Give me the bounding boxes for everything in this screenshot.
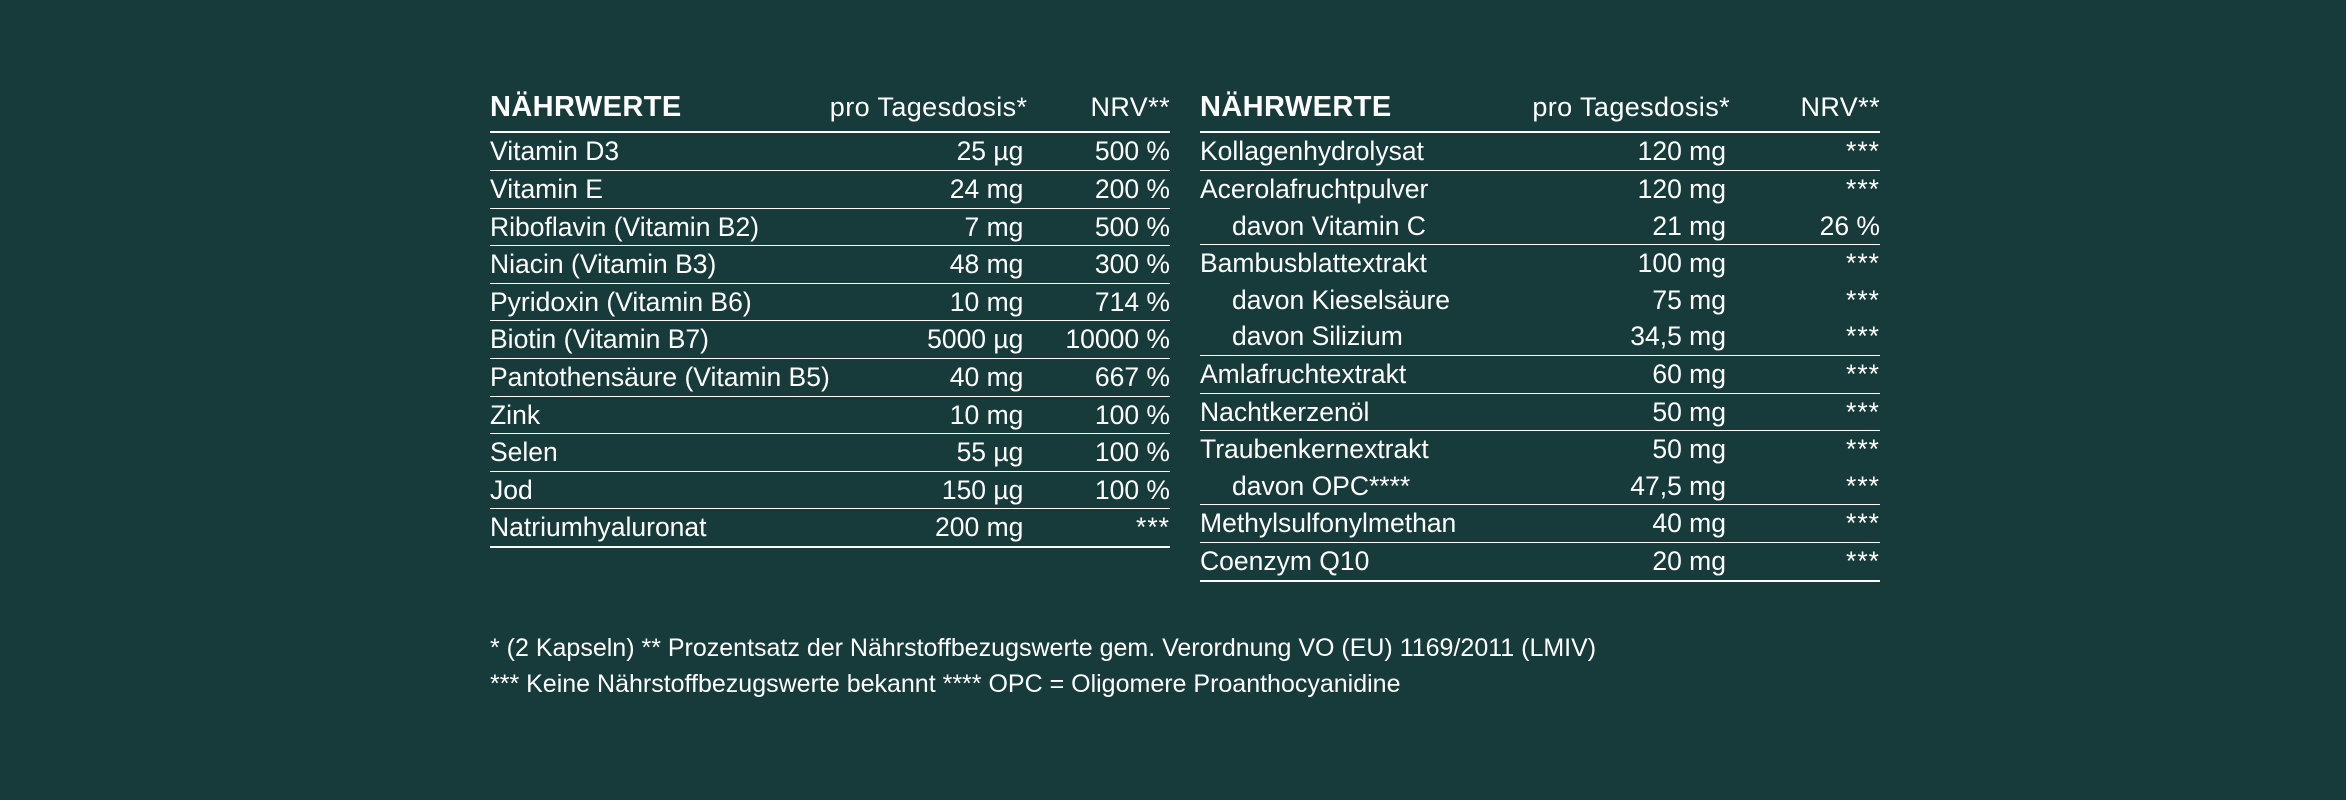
cell-daily-dose: 20 mg: [1499, 543, 1730, 581]
table-row: [1200, 431, 1880, 468]
cell-daily-dose: 47,5 mg: [1630, 470, 1726, 501]
cell-daily-dose: 40 mg: [830, 358, 1028, 396]
cell-nutrient-name: Natriumhyaluronat: [490, 509, 830, 547]
table-head-right: [1200, 92, 1880, 132]
cell-nutrient-name: Acerolafruchtpulver: [1200, 170, 1499, 207]
cell-nutrient-name: Niacin (Vitamin B3): [490, 246, 830, 284]
table-row: [1200, 245, 1880, 282]
cell-nutrient-name: Zink: [490, 396, 830, 434]
table-row: [490, 283, 1170, 321]
nutrition-tables: [490, 92, 1880, 582]
cell-nrv: 500 %: [1094, 136, 1170, 167]
table-row: [490, 471, 1170, 509]
table-row: [490, 321, 1170, 359]
cell-nrv: 300 %: [1027, 246, 1170, 284]
cell-nutrient-name: davon Vitamin C: [1232, 210, 1426, 241]
table-row: [490, 208, 1170, 246]
cell-daily-dose: 120 mg: [1637, 136, 1726, 167]
cell-daily-dose: 21 mg: [1652, 210, 1726, 241]
table-body-right: [1200, 132, 1880, 580]
footnotes: [490, 630, 1596, 703]
cell-nutrient-name: Jod: [490, 471, 830, 509]
table-header-row: [490, 92, 1170, 132]
cell-daily-dose: 5000 µg: [830, 321, 1028, 359]
cell-nutrient-name: Selen: [490, 434, 830, 472]
cell-daily-dose: 10 mg: [830, 396, 1028, 434]
cell-nutrient-name: Biotin (Vitamin B7): [490, 321, 830, 359]
header-nutrients: NÄHRWERTE: [1200, 92, 1499, 132]
nutrition-table-left: [490, 92, 1170, 582]
header-daily-dose: pro Tagesdosis*: [830, 92, 1028, 132]
table-row: [490, 396, 1170, 434]
table-row: [1200, 282, 1880, 319]
cell-nutrient-name: Pyridoxin (Vitamin B6): [490, 283, 830, 321]
cell-nutrient-name: Pantothensäure (Vitamin B5): [490, 358, 830, 396]
cell-daily-dose: 200 mg: [830, 509, 1028, 547]
cell-nutrient-name: Riboflavin (Vitamin B2): [490, 208, 830, 246]
cell-daily-dose: 24 mg: [830, 170, 1028, 208]
table-row: [1200, 505, 1880, 543]
header-nrv: NRV**: [1027, 92, 1170, 132]
table-row: [1200, 208, 1880, 245]
cell-nrv: ***: [1730, 393, 1880, 431]
nutrition-table-right-grid: [1200, 92, 1880, 582]
cell-nrv: ***: [1730, 431, 1880, 468]
table-row: [1200, 393, 1880, 431]
cell-daily-dose: 50 mg: [1499, 393, 1730, 431]
cell-nutrient-name: Nachtkerzenöl: [1200, 393, 1499, 431]
cell-nrv: 100 %: [1027, 434, 1170, 472]
table-body-left: [490, 132, 1170, 547]
cell-nutrient-name: Bambusblattextrakt: [1200, 245, 1499, 282]
cell-daily-dose: 120 mg: [1499, 170, 1730, 207]
cell-daily-dose: 40 mg: [1499, 505, 1730, 543]
cell-nutrient-name: davon Kieselsäure: [1232, 284, 1451, 315]
cell-nrv: 100 %: [1027, 471, 1170, 509]
cell-daily-dose: 48 mg: [830, 246, 1028, 284]
header-nrv: NRV**: [1730, 92, 1880, 132]
table-row: [490, 246, 1170, 284]
header-nutrients: NÄHRWERTE: [490, 92, 830, 132]
cell-nutrient-name: davon OPC****: [1232, 470, 1411, 501]
table-row: [490, 358, 1170, 396]
nutrition-table-right: [1200, 92, 1880, 582]
cell-nrv: 200 %: [1027, 170, 1170, 208]
cell-nutrient-name: Traubenkernextrakt: [1200, 431, 1499, 468]
cell-nrv: 714 %: [1027, 283, 1170, 321]
table-row: [1200, 318, 1880, 355]
cell-nrv: ***: [1730, 355, 1880, 393]
cell-nrv: 667 %: [1027, 358, 1170, 396]
footnote-line-2: *** Keine Nährstoffbezugswerte bekannt **** OPC = Oligomere Proanthocyanidine: [490, 670, 1401, 699]
cell-nrv: 100 %: [1027, 396, 1170, 434]
cell-daily-dose: 100 mg: [1499, 245, 1730, 282]
table-row: [490, 434, 1170, 472]
table-row: [490, 170, 1170, 208]
cell-nutrient-name: Methylsulfonylmethan: [1200, 505, 1499, 543]
table-row: [490, 132, 1170, 170]
cell-nrv: 26 %: [1819, 210, 1880, 241]
cell-nutrient-name: davon Silizium: [1232, 321, 1403, 352]
table-row: [1200, 543, 1880, 581]
nutrition-table-left-grid: [490, 92, 1170, 548]
footnote-line-1: * (2 Kapseln) ** Prozentsatz der Nährstoffbezugswerte gem. Verordnung VO (EU) 1169/2011 (LMIV): [490, 634, 1597, 662]
cell-nrv: ***: [1730, 543, 1880, 581]
cell-daily-dose: 50 mg: [1499, 431, 1730, 468]
cell-nutrient-name: Amlafruchtextrakt: [1200, 355, 1499, 393]
cell-nutrient-name: Vitamin D3: [490, 136, 620, 167]
cell-nrv: ***: [1846, 321, 1880, 352]
header-daily-dose: pro Tagesdosis*: [1499, 92, 1730, 132]
cell-daily-dose: 25 µg: [956, 136, 1024, 167]
cell-nrv: ***: [1846, 136, 1880, 167]
cell-daily-dose: 55 µg: [830, 434, 1028, 472]
cell-nrv: ***: [1730, 245, 1880, 282]
cell-daily-dose: 10 mg: [830, 283, 1028, 321]
table-row: [1200, 170, 1880, 207]
table-row: [1200, 468, 1880, 505]
table-header-row: [1200, 92, 1880, 132]
cell-daily-dose: 150 µg: [830, 471, 1028, 509]
cell-nrv: ***: [1730, 505, 1880, 543]
cell-nrv: ***: [1846, 470, 1880, 501]
table-row: [1200, 132, 1880, 170]
cell-daily-dose: 75 mg: [1652, 284, 1726, 315]
cell-daily-dose: 7 mg: [830, 208, 1028, 246]
cell-daily-dose: 34,5 mg: [1630, 321, 1726, 352]
cell-nrv: ***: [1730, 170, 1880, 207]
cell-nrv: ***: [1846, 284, 1880, 315]
cell-nrv: ***: [1027, 509, 1170, 547]
table-head-left: [490, 92, 1170, 132]
cell-nutrient-name: Vitamin E: [490, 170, 830, 208]
cell-nrv: 500 %: [1027, 208, 1170, 246]
cell-nrv: 10000 %: [1027, 321, 1170, 359]
table-row: [490, 509, 1170, 547]
cell-nutrient-name: Kollagenhydrolysat: [1200, 136, 1424, 167]
cell-nutrient-name: Coenzym Q10: [1200, 543, 1499, 581]
cell-daily-dose: 60 mg: [1499, 355, 1730, 393]
table-row: [1200, 355, 1880, 393]
